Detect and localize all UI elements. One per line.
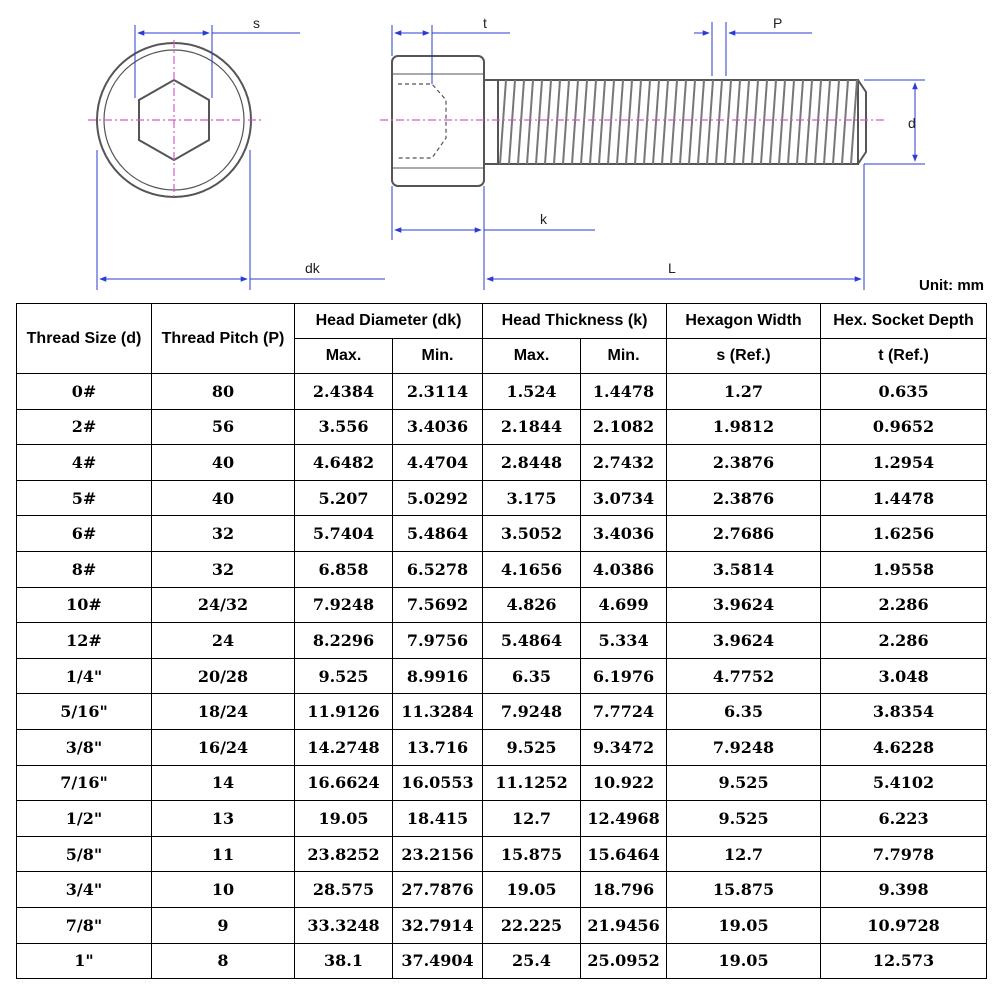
cell-thread-pitch: 40 xyxy=(152,445,295,481)
cell-dk-min: 13.716 xyxy=(393,729,483,765)
cell-t-ref: 2.286 xyxy=(821,587,987,623)
cell-t-ref: 3.048 xyxy=(821,658,987,694)
table-row xyxy=(17,765,987,801)
cell-dk-max: 2.4384 xyxy=(295,374,393,410)
cell-dk-min: 16.0553 xyxy=(393,765,483,801)
cell-t-ref: 1.4478 xyxy=(821,480,987,516)
screw-spec-table xyxy=(16,303,987,979)
cell-s-ref: 3.9624 xyxy=(667,587,821,623)
cell-k-min: 3.0734 xyxy=(581,480,667,516)
subheader-k-max: Max. xyxy=(483,339,581,374)
cell-s-ref: 2.3876 xyxy=(667,445,821,481)
header-head-diameter: Head Diameter (dk) xyxy=(295,304,483,339)
cell-thread-size: 1/2" xyxy=(17,801,152,837)
cell-dk-min: 11.3284 xyxy=(393,694,483,730)
cell-dk-min: 6.5278 xyxy=(393,551,483,587)
subheader-k-min: Min. xyxy=(581,339,667,374)
subheader-dk-min: Min. xyxy=(393,339,483,374)
cell-thread-size: 1" xyxy=(17,943,152,979)
cell-thread-size: 6# xyxy=(17,516,152,552)
cell-dk-max: 6.858 xyxy=(295,551,393,587)
cell-dk-max: 4.6482 xyxy=(295,445,393,481)
screw-dimension-diagram xyxy=(0,0,1000,300)
cell-dk-max: 9.525 xyxy=(295,658,393,694)
cell-t-ref: 12.573 xyxy=(821,943,987,979)
cell-s-ref: 19.05 xyxy=(667,907,821,943)
cell-t-ref: 6.223 xyxy=(821,801,987,837)
subheader-t-ref: t (Ref.) xyxy=(821,339,987,374)
cell-k-max: 7.9248 xyxy=(483,694,581,730)
table-row xyxy=(17,445,987,481)
cell-s-ref: 15.875 xyxy=(667,872,821,908)
k-dimension xyxy=(392,186,595,290)
cell-thread-pitch: 20/28 xyxy=(152,658,295,694)
cell-thread-pitch: 14 xyxy=(152,765,295,801)
cell-k-max: 9.525 xyxy=(483,729,581,765)
cell-thread-pitch: 11 xyxy=(152,836,295,872)
cell-thread-size: 12# xyxy=(17,623,152,659)
cell-thread-pitch: 16/24 xyxy=(152,729,295,765)
cell-dk-min: 37.4904 xyxy=(393,943,483,979)
dk-dimension xyxy=(97,150,385,290)
cell-thread-pitch: 13 xyxy=(152,801,295,837)
cell-s-ref: 19.05 xyxy=(667,943,821,979)
cell-thread-pitch: 56 xyxy=(152,409,295,445)
t-dimension xyxy=(392,25,510,84)
cell-dk-max: 3.556 xyxy=(295,409,393,445)
cell-k-max: 6.35 xyxy=(483,658,581,694)
cell-k-min: 12.4968 xyxy=(581,801,667,837)
cell-dk-max: 5.7404 xyxy=(295,516,393,552)
cell-thread-size: 5/16" xyxy=(17,694,152,730)
cell-t-ref: 9.398 xyxy=(821,872,987,908)
cell-thread-size: 8# xyxy=(17,551,152,587)
cell-k-min: 5.334 xyxy=(581,623,667,659)
cell-k-max: 5.4864 xyxy=(483,623,581,659)
cell-k-max: 3.175 xyxy=(483,480,581,516)
header-thread-size: Thread Size (d) xyxy=(17,304,152,374)
table-body xyxy=(17,374,987,979)
cell-thread-size: 7/16" xyxy=(17,765,152,801)
cell-dk-min: 23.2156 xyxy=(393,836,483,872)
cell-thread-pitch: 8 xyxy=(152,943,295,979)
cell-k-max: 15.875 xyxy=(483,836,581,872)
cell-k-min: 3.4036 xyxy=(581,516,667,552)
subheader-s-ref: s (Ref.) xyxy=(667,339,821,374)
subheader-dk-max: Max. xyxy=(295,339,393,374)
cell-dk-min: 2.3114 xyxy=(393,374,483,410)
cell-k-min: 15.6464 xyxy=(581,836,667,872)
cell-dk-min: 8.9916 xyxy=(393,658,483,694)
k-label: k xyxy=(540,211,547,227)
cell-dk-max: 14.2748 xyxy=(295,729,393,765)
cell-t-ref: 10.9728 xyxy=(821,907,987,943)
cell-k-max: 4.826 xyxy=(483,587,581,623)
cell-k-min: 2.7432 xyxy=(581,445,667,481)
cell-k-max: 12.7 xyxy=(483,801,581,837)
cell-t-ref: 3.8354 xyxy=(821,694,987,730)
cell-s-ref: 7.9248 xyxy=(667,729,821,765)
p-label: P xyxy=(773,15,783,31)
cell-k-min: 2.1082 xyxy=(581,409,667,445)
cell-t-ref: 1.6256 xyxy=(821,516,987,552)
cell-thread-pitch: 80 xyxy=(152,374,295,410)
table-row xyxy=(17,409,987,445)
cell-t-ref: 4.6228 xyxy=(821,729,987,765)
cell-thread-size: 5# xyxy=(17,480,152,516)
cell-t-ref: 2.286 xyxy=(821,623,987,659)
cell-k-max: 19.05 xyxy=(483,872,581,908)
table-row xyxy=(17,801,987,837)
d-label: d xyxy=(908,115,916,131)
screw-side-view xyxy=(380,56,885,186)
cell-k-min: 9.3472 xyxy=(581,729,667,765)
cell-dk-min: 3.4036 xyxy=(393,409,483,445)
cell-s-ref: 2.3876 xyxy=(667,480,821,516)
s-label: s xyxy=(253,15,260,31)
cell-s-ref: 1.9812 xyxy=(667,409,821,445)
d-dimension xyxy=(864,80,925,164)
cell-k-min: 25.0952 xyxy=(581,943,667,979)
cell-k-max: 25.4 xyxy=(483,943,581,979)
table-row xyxy=(17,836,987,872)
cell-dk-max: 19.05 xyxy=(295,801,393,837)
cell-thread-pitch: 24/32 xyxy=(152,587,295,623)
cell-dk-min: 18.415 xyxy=(393,801,483,837)
cell-thread-size: 10# xyxy=(17,587,152,623)
cell-k-max: 4.1656 xyxy=(483,551,581,587)
cell-s-ref: 3.9624 xyxy=(667,623,821,659)
table-row xyxy=(17,587,987,623)
cell-thread-size: 1/4" xyxy=(17,658,152,694)
cell-dk-min: 4.4704 xyxy=(393,445,483,481)
t-label: t xyxy=(483,15,487,31)
table-row xyxy=(17,658,987,694)
cell-thread-size: 2# xyxy=(17,409,152,445)
cell-t-ref: 5.4102 xyxy=(821,765,987,801)
cell-k-max: 2.1844 xyxy=(483,409,581,445)
cell-dk-min: 5.0292 xyxy=(393,480,483,516)
cell-t-ref: 1.9558 xyxy=(821,551,987,587)
table-header-row xyxy=(17,304,987,339)
cell-s-ref: 9.525 xyxy=(667,765,821,801)
cell-k-min: 1.4478 xyxy=(581,374,667,410)
cell-dk-max: 23.8252 xyxy=(295,836,393,872)
table-row xyxy=(17,623,987,659)
cell-s-ref: 6.35 xyxy=(667,694,821,730)
dk-label: dk xyxy=(305,260,320,276)
cell-thread-pitch: 9 xyxy=(152,907,295,943)
cell-thread-size: 5/8" xyxy=(17,836,152,872)
cell-k-min: 10.922 xyxy=(581,765,667,801)
cell-k-min: 4.699 xyxy=(581,587,667,623)
cell-dk-max: 38.1 xyxy=(295,943,393,979)
cell-k-min: 21.9456 xyxy=(581,907,667,943)
header-hexagon-width: Hexagon Width xyxy=(667,304,821,339)
cell-k-max: 3.5052 xyxy=(483,516,581,552)
table-row xyxy=(17,694,987,730)
cell-s-ref: 1.27 xyxy=(667,374,821,410)
cell-s-ref: 12.7 xyxy=(667,836,821,872)
cell-k-max: 22.225 xyxy=(483,907,581,943)
cell-thread-size: 3/8" xyxy=(17,729,152,765)
header-socket-depth: Hex. Socket Depth xyxy=(821,304,987,339)
cell-t-ref: 7.7978 xyxy=(821,836,987,872)
cell-thread-pitch: 32 xyxy=(152,551,295,587)
header-head-thickness: Head Thickness (k) xyxy=(483,304,667,339)
cell-t-ref: 1.2954 xyxy=(821,445,987,481)
cell-dk-max: 33.3248 xyxy=(295,907,393,943)
cell-thread-pitch: 40 xyxy=(152,480,295,516)
cell-dk-min: 27.7876 xyxy=(393,872,483,908)
cell-k-max: 1.524 xyxy=(483,374,581,410)
cell-thread-pitch: 18/24 xyxy=(152,694,295,730)
cell-thread-pitch: 10 xyxy=(152,872,295,908)
cell-dk-min: 5.4864 xyxy=(393,516,483,552)
table-row xyxy=(17,729,987,765)
cell-s-ref: 4.7752 xyxy=(667,658,821,694)
cell-dk-max: 5.207 xyxy=(295,480,393,516)
cell-k-max: 2.8448 xyxy=(483,445,581,481)
cell-k-min: 6.1976 xyxy=(581,658,667,694)
table-row xyxy=(17,516,987,552)
table-row xyxy=(17,374,987,410)
cell-thread-size: 0# xyxy=(17,374,152,410)
head-top-view xyxy=(88,40,262,200)
cell-k-min: 4.0386 xyxy=(581,551,667,587)
table-row xyxy=(17,943,987,979)
cell-dk-max: 8.2296 xyxy=(295,623,393,659)
cell-dk-min: 7.5692 xyxy=(393,587,483,623)
cell-k-min: 7.7724 xyxy=(581,694,667,730)
header-thread-pitch: Thread Pitch (P) xyxy=(152,304,295,374)
cell-s-ref: 9.525 xyxy=(667,801,821,837)
unit-label: Unit: mm xyxy=(919,277,984,294)
cell-s-ref: 3.5814 xyxy=(667,551,821,587)
cell-dk-max: 11.9126 xyxy=(295,694,393,730)
cell-thread-pitch: 24 xyxy=(152,623,295,659)
cell-thread-size: 4# xyxy=(17,445,152,481)
cell-k-max: 11.1252 xyxy=(483,765,581,801)
cell-t-ref: 0.9652 xyxy=(821,409,987,445)
table-row xyxy=(17,872,987,908)
cell-dk-max: 7.9248 xyxy=(295,587,393,623)
cell-thread-size: 7/8" xyxy=(17,907,152,943)
cell-dk-min: 7.9756 xyxy=(393,623,483,659)
cell-t-ref: 0.635 xyxy=(821,374,987,410)
cell-dk-max: 16.6624 xyxy=(295,765,393,801)
cell-dk-max: 28.575 xyxy=(295,872,393,908)
l-label: L xyxy=(668,260,676,276)
table-row xyxy=(17,480,987,516)
p-dimension xyxy=(694,22,812,76)
table-row xyxy=(17,551,987,587)
cell-dk-min: 32.7914 xyxy=(393,907,483,943)
cell-k-min: 18.796 xyxy=(581,872,667,908)
cell-thread-pitch: 32 xyxy=(152,516,295,552)
table-row xyxy=(17,907,987,943)
cell-thread-size: 3/4" xyxy=(17,872,152,908)
cell-s-ref: 2.7686 xyxy=(667,516,821,552)
